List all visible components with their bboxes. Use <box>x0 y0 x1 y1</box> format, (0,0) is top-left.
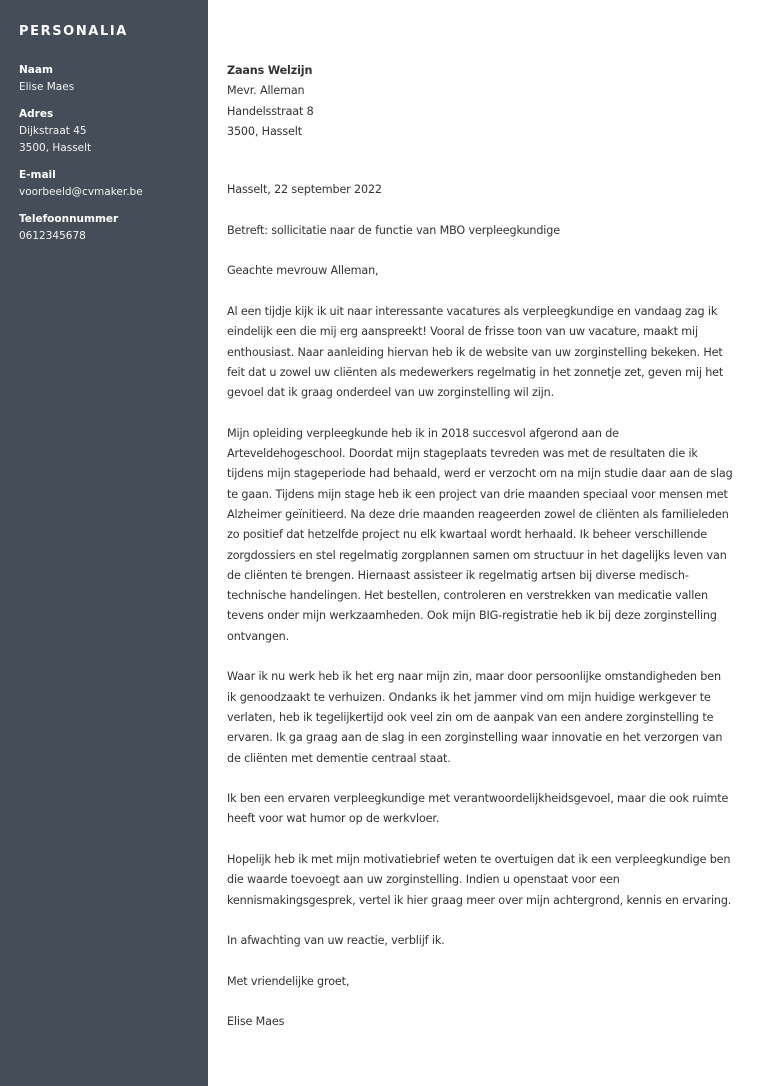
recipient-street: Handelsstraat 8 <box>227 104 314 118</box>
field-label: Telefoonnummer <box>19 213 119 225</box>
recipient-city: 3500, Hasselt <box>227 124 302 138</box>
recipient-name: Mevr. Alleman <box>227 84 305 98</box>
sidebar-title: PERSONALIA <box>19 24 128 39</box>
letter-paragraph: In afwachting van uw reactie, verblijf ik. <box>227 934 445 948</box>
letter-closing: Met vriendelijke groet, <box>227 974 350 988</box>
field-phone <box>19 210 189 245</box>
field-value: voorbeeld@cvmaker.be <box>19 186 143 198</box>
field-label: E-mail <box>19 169 56 181</box>
letter-paragraph: Mijn opleiding verpleegkunde heb ik in 2018 succesvol afgerond aan de Arteveldehogeschool. Doordat mijn stageplaats tevreden was met de resultaten die ik tijdens mijn stageperiode had behaald, werd er verzocht om na mijn studie daar aan de slag te gaan. Tijdens mijn stage heb ik een project van drie maanden speciaal voor mensen met Alzheimer geïnitieerd. Na deze drie maanden reageerden zowel de cliënten als familieleden zo positief dat hetzelfde project nu elk kwartaal wordt herhaald. Ik beheer verschillende zorgdossiers en stel regelmatig zorgplannen samen om structuur in het dagelijks leven van de cliënten te brengen. Hiernaast assisteer ik regelmatig artsen bij diverse medisch-technische handelingen. Het bestellen, controleren en verstrekken van medicatie vallen tevens onder mijn werkzaamheden. Ook mijn BIG-registratie heb ik bij deze zorginstelling ontvangen. <box>227 426 733 643</box>
letter-salutation: Geachte mevrouw Alleman, <box>227 264 379 278</box>
field-email <box>19 166 189 201</box>
recipient-company: Zaans Welzijn <box>227 64 313 77</box>
field-address <box>19 105 189 157</box>
letter-body <box>227 61 733 1033</box>
letter-paragraph: Waar ik nu werk heb ik het erg naar mijn zin, maar door persoonlijke omstandigheden ben ik genoodzaakt te verhuizen. Ondanks ik het jammer vind om mijn huidige werkgever te verlaten, heb ik tegelijkertijd ook veel zin om de aanpak van een andere zorginstelling te ervaren. Ik ga graag aan de slag in een zorginstelling waar innovatie en het verzorgen van de cliënten met dementie centraal staat. <box>227 670 723 765</box>
letter-date: Hasselt, 22 september 2022 <box>227 183 382 197</box>
letter-paragraph: Al een tijdje kijk ik uit naar interessante vacatures als verpleegkundige en vandaag zag ik eindelijk een die mij erg aanspreekt! Vooral de frisse toon van uw vacature, maakt mij enthousiast. Naar aanleiding hiervan heb ik de website van uw zorginstelling bekeken. Het feit dat u zowel uw cliënten als medewerkers regelmatig in het zonnetje zet, geven mij het gevoel dat ik graag onderdeel van uw zorginstelling wil zijn. <box>227 304 724 400</box>
field-value: 0612345678 <box>19 230 86 242</box>
letter-paragraph: Ik ben een ervaren verpleegkundige met verantwoordelijkheidsgevoel, maar die ook ruimte heeft voor wat humor op de werkvloer. <box>227 792 729 826</box>
recipient-block <box>227 61 733 142</box>
letter-signature: Elise Maes <box>227 1015 285 1029</box>
field-label: Naam <box>19 64 53 76</box>
sidebar-personalia <box>0 0 208 1086</box>
letter-paragraph: Hopelijk heb ik met mijn motivatiebrief weten te overtuigen dat ik een verpleegkundige ben die waarde toevoegt aan uw zorginstelling. Indien u openstaat voor een kennismakingsgesprek, vertel ik hier graag meer over mijn achtergrond, kennis en ervaring. <box>227 852 732 907</box>
field-value: Dijkstraat 45 <box>19 125 87 137</box>
field-value: 3500, Hasselt <box>19 142 92 154</box>
field-name <box>19 61 189 96</box>
field-label: Adres <box>19 108 54 120</box>
field-value: Elise Maes <box>19 81 75 93</box>
letter-subject: Betreft: sollicitatie naar de functie van MBO verpleegkundige <box>227 223 560 237</box>
